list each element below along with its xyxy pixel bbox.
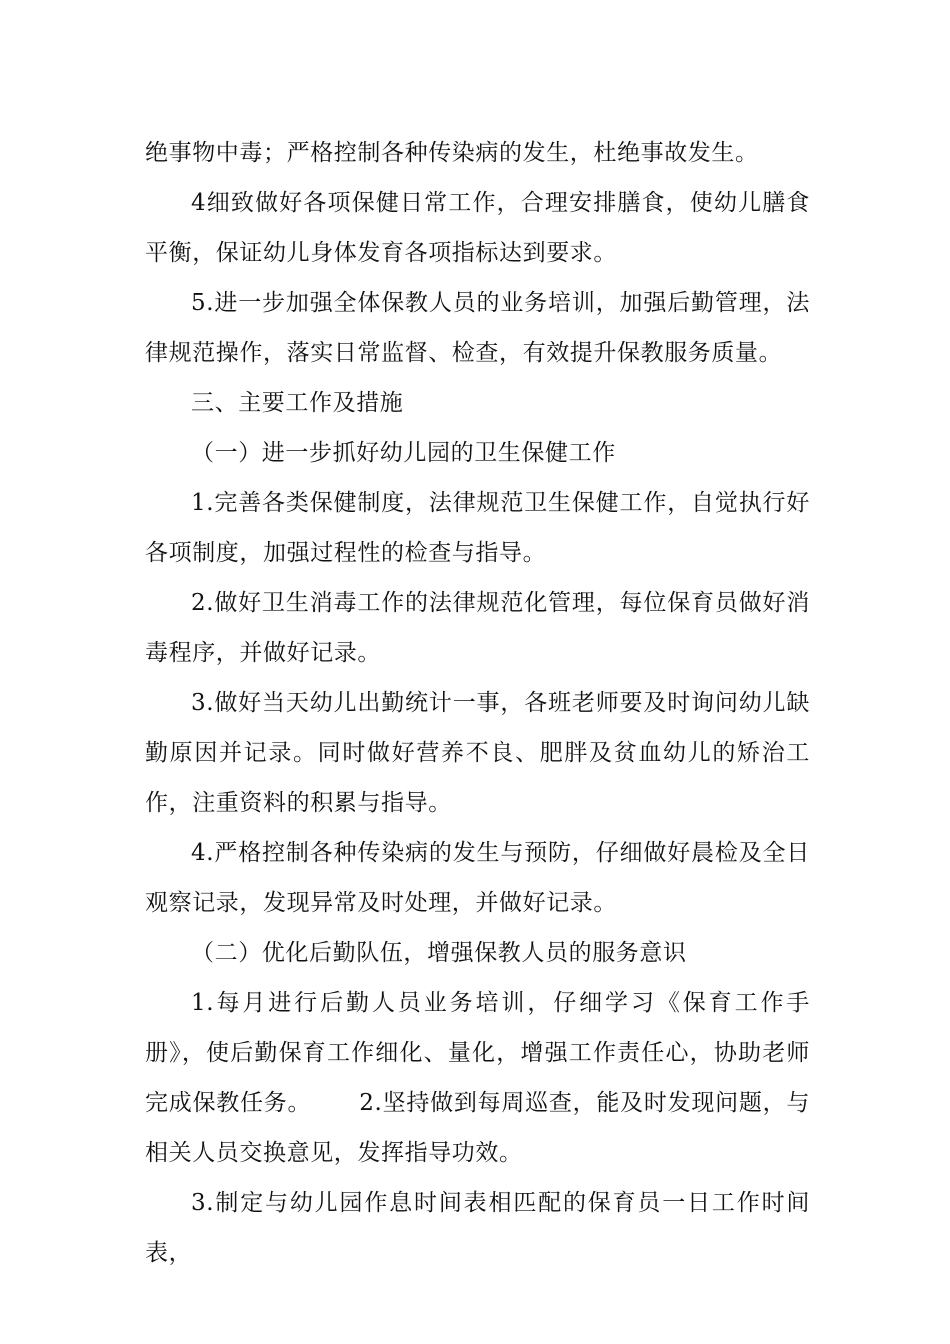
paragraph-item-1a: 1.完善各类保健制度，法律规范卫生保健工作，自觉执行好各项制度，加强过程性的检查与指导。 [145,490,810,566]
paragraph-item-1b-2b [145,978,810,1178]
paragraph-item-3a: 3.做好当天幼儿出勤统计一事，各班老师要及时询问幼儿缺勤原因并记录。同时做好营养不良、肥胖及贫血幼儿的矫治工作，注重资料的积累与指导。 [145,690,810,816]
subsection-heading-2: （二）优化后勤队伍，增强保教人员的服务意识 [191,940,687,966]
paragraph-item-1b: 1.每月进行后勤人员业务培训，仔细学习《保育工作手册》，使后勤保育工作细化、量化，增强工作责任心，协助老师完成保教任务。 [145,990,810,1116]
section-heading-3: 三、主要工作及措施 [191,390,404,416]
paragraph-item-4: 4细致做好各项保健日常工作，合理安排膳食，使幼儿膳食平衡，保证幼儿身体发育各项指标达到要求。 [145,190,810,266]
paragraph-continuation: 绝事物中毒；严格控制各种传染病的发生，杜绝事故发生。 [145,140,759,166]
paragraph-item-5: 5.进一步加强全体保教人员的业务培训，加强后勤管理，法律规范操作，落实日常监督、检查，有效提升保教服务质量。 [145,290,810,366]
subsection-heading-1: （一）进一步抓好幼儿园的卫生保健工作 [191,440,616,466]
paragraph-item-4a: 4.严格控制各种传染病的发生与预防，仔细做好晨检及全日观察记录，发现异常及时处理，并做好记录。 [145,840,810,916]
paragraph-item-3b: 3.制定与幼儿园作息时间表相匹配的保育员一日工作时间表， [145,1190,810,1266]
paragraph-item-2b: 2.坚持做到每周巡查，能及时发现问题，与相关人员交换意见，发挥指导功效。 [145,1090,810,1166]
document-body [145,128,810,1278]
paragraph-item-2a: 2.做好卫生消毒工作的法律规范化管理，每位保育员做好消毒程序，并做好记录。 [145,590,810,666]
